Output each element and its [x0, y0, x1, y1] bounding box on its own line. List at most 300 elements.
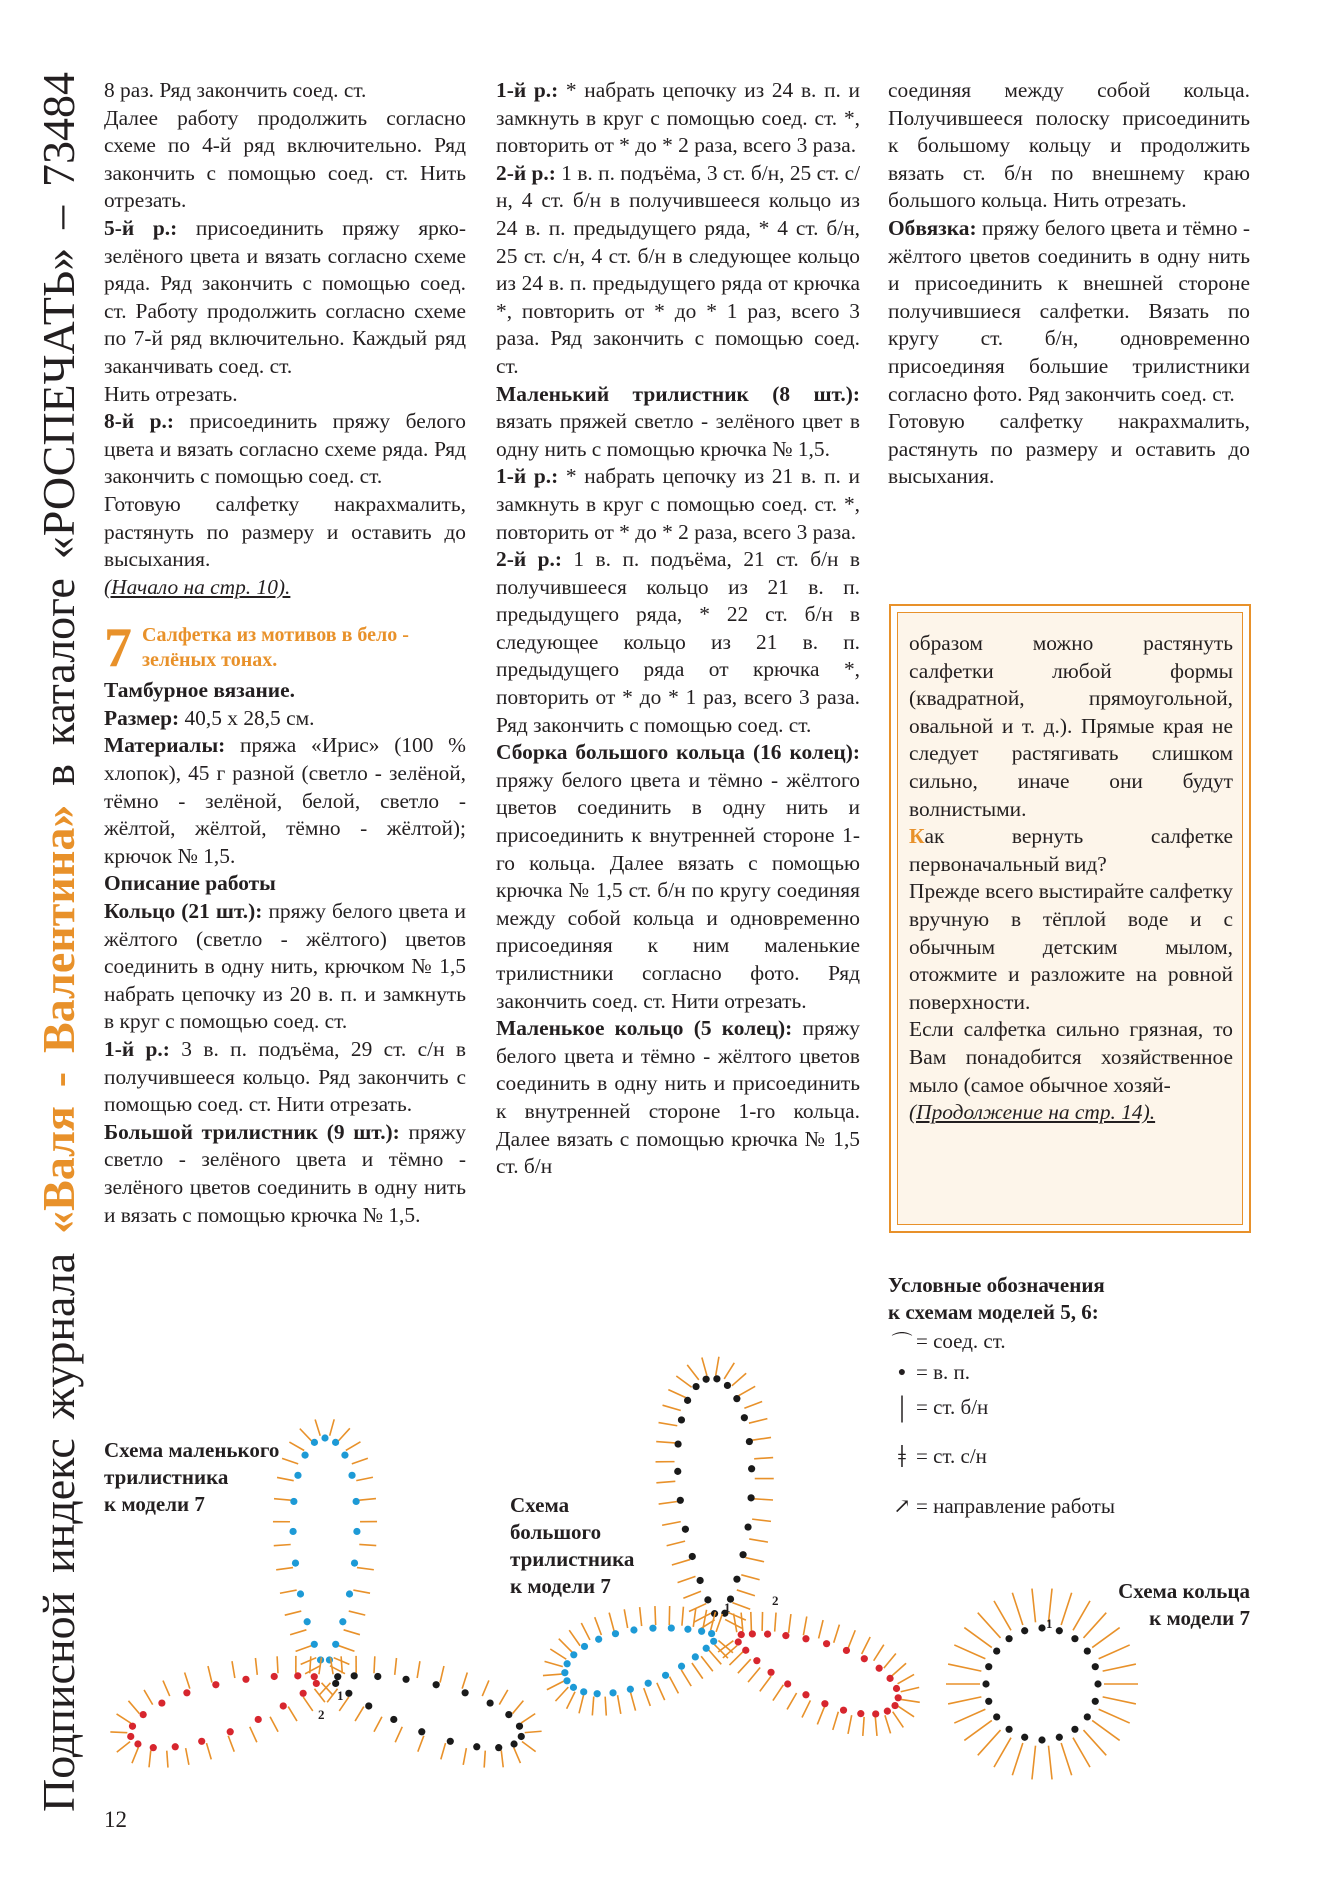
stitch-mark [752, 1437, 771, 1440]
stitch-mark [567, 1692, 575, 1709]
stitch-mark [1012, 1593, 1023, 1625]
stitch-mark [729, 1652, 743, 1665]
paragraph: Нить отрезать. [104, 381, 238, 406]
chain-dot [982, 1680, 989, 1687]
row-text: пряжу белого цвета и тёмно - жёлтого цветов соединить в одну нить и присоединить к внутренней стороне 1-го кольца. Далее вязать с помощью крючка № 1,5 ст. б/н [496, 1016, 860, 1179]
stitch-mark [296, 1646, 312, 1652]
materials-label: Материалы: [104, 733, 226, 758]
chain-dot [271, 1673, 278, 1680]
stitch-mark [948, 1664, 981, 1671]
chain-dot [462, 1689, 469, 1696]
chain-dot [782, 1632, 789, 1639]
chain-dot [351, 1560, 358, 1567]
row-text: присоединить пряжу ярко-зелёного цвета и вязать согласно схеме ряда. Ряд закончить с помощью соед. ст. Работу продолжить согласно схеме по 7-й ряд включительно. Каждый ряд заканчивать соед. ст. [104, 215, 467, 378]
stitch-mark [352, 1458, 368, 1464]
chain-dot [289, 1528, 296, 1535]
paragraph: Готовую салфетку накрахмалить, растянуть по размеру и оставить до высыхания. [888, 409, 1250, 489]
stitch-mark [1092, 1628, 1120, 1648]
stitch-mark [978, 1730, 1001, 1755]
chain-dot [332, 1680, 339, 1687]
legend-label: = в. п. [916, 1360, 970, 1384]
drop-letter: К [909, 824, 925, 849]
stitch-mark [644, 1688, 651, 1706]
stitch-mark [550, 1649, 566, 1659]
chain-dot [334, 1673, 341, 1680]
chain-dot [891, 1702, 898, 1709]
stitch-mark [725, 1619, 742, 1628]
chain-dot [134, 1740, 141, 1747]
row-label: Большой трилистник (9 шт.): [104, 1119, 400, 1144]
row-number-mark: 2 [772, 1593, 779, 1608]
stitch-mark [751, 1612, 752, 1631]
stitch-mark [901, 1699, 920, 1702]
continuation-link[interactable]: (Начало на стр. 10). [104, 574, 291, 599]
continuation-link[interactable]: (Продолжение на стр. 14). [909, 1100, 1156, 1125]
stitch-mark [669, 1677, 678, 1694]
stitch-mark [749, 1419, 767, 1424]
chain-dot [242, 1676, 249, 1683]
chain-dot [682, 1526, 689, 1533]
chain-dot [746, 1438, 753, 1445]
stitch-mark [834, 1625, 840, 1643]
chain-dot [802, 1691, 809, 1698]
stitch-mark [716, 1357, 719, 1376]
stitch-mark [250, 1727, 257, 1742]
stitch-mark [163, 1681, 170, 1697]
stitch-mark [110, 1732, 127, 1733]
caption-line: Схема маленького [104, 1438, 280, 1462]
chain-dot [300, 1690, 307, 1697]
chain-dot [662, 1672, 669, 1679]
chain-dot [150, 1744, 157, 1751]
stitch-mark [1061, 1743, 1072, 1775]
stitch-mark [355, 1707, 364, 1722]
chain-dot [742, 1647, 749, 1654]
stitch-mark [716, 1614, 722, 1632]
chain-dot [294, 1472, 301, 1479]
chain-dot [649, 1625, 656, 1632]
stitch-mark [1061, 1593, 1072, 1625]
technique-text: Тамбурное вязание. [104, 678, 295, 703]
chain-dot [212, 1681, 219, 1688]
stitch-mark [848, 1715, 852, 1734]
stitch-mark [356, 1477, 373, 1480]
stitch-mark [501, 1750, 503, 1767]
chain-dot [294, 1672, 301, 1679]
stitch-mark [892, 1663, 906, 1676]
stitch-mark [341, 1656, 342, 1673]
stitch-mark [1073, 1738, 1090, 1767]
stitch-mark [709, 1650, 722, 1664]
stitch-mark [964, 1720, 992, 1740]
chain-dot [1092, 1698, 1099, 1705]
legend-label: = ст. б/н [916, 1394, 989, 1419]
stitch-mark [395, 1727, 402, 1742]
stitch-mark [739, 1386, 756, 1395]
stitch-mark [521, 1714, 535, 1723]
stitch-mark [186, 1748, 189, 1765]
stitch-mark [346, 1442, 361, 1451]
small-trefoil-diagram [110, 1419, 541, 1767]
chain-dot [570, 1651, 577, 1658]
row-text: 1 в. п. подъёма, 3 ст. б/н, 25 ст. с/н, 4 ст. б/н в получившееся кольцо из 24 в. п. предыдущего ряда, * 4 ст. б/н, 25 ст. с/н, 4 ст. б/н в следующее кольцо из 24 в. п. предыдущего ряда от крючка *, повторить от * до * 1 раз, всего 3 раза. Ряд закончить с помощью соед. ст. [496, 160, 861, 378]
ring-diagram [946, 1589, 1138, 1780]
chain-dot [473, 1743, 480, 1750]
chain-dot [872, 1710, 879, 1717]
chain-dot [1056, 1734, 1063, 1741]
stitch-mark [300, 1429, 312, 1441]
chain-dot [985, 1698, 992, 1705]
chain-dot [140, 1711, 147, 1718]
stitch-mark [609, 1613, 614, 1631]
chain-dot [1092, 1663, 1099, 1670]
diagram-marks [318, 1593, 1053, 1722]
stitch-mark [277, 1656, 278, 1673]
stitch-mark [728, 1613, 745, 1621]
chain-dot [744, 1523, 751, 1530]
chain-dot [580, 1688, 587, 1695]
stitch-mark [185, 1672, 190, 1688]
stitch-mark [659, 1501, 678, 1504]
stitch-mark [128, 1701, 139, 1714]
stitch-mark [305, 1666, 320, 1674]
row-number-mark: 1 [724, 1600, 731, 1615]
chain-dot-icon: ● [897, 1364, 907, 1380]
caption-line: большого [510, 1520, 602, 1544]
chain-dot [1056, 1627, 1063, 1634]
double-crochet-icon: ǂ [898, 1437, 906, 1474]
chain-dot [993, 1647, 1000, 1654]
stitch-mark [228, 1736, 234, 1752]
chain-dot [1084, 1713, 1091, 1720]
chain-dot [630, 1626, 637, 1633]
chain-dot [840, 1707, 847, 1714]
chain-dot [784, 1680, 791, 1687]
stitch-mark [522, 1741, 536, 1751]
chain-dot [346, 1590, 353, 1597]
chain-dot [748, 1465, 755, 1472]
row-label: Маленькое кольцо (5 колец): [496, 1016, 793, 1041]
stitch-mark [754, 1499, 773, 1500]
row-number-mark: 1 [1046, 1616, 1053, 1631]
chain-dot [886, 1675, 893, 1682]
stitch-mark [640, 1607, 642, 1626]
stitch-mark [948, 1697, 981, 1704]
stitch-mark [543, 1674, 562, 1676]
stitch-mark [255, 1658, 257, 1675]
stitch-mark [657, 1683, 665, 1700]
caption-line: к модели 7 [104, 1492, 205, 1516]
stitch-mark [1103, 1664, 1136, 1671]
chain-dot [301, 1452, 308, 1459]
paragraph: Готовую салфетку накрахмалить, растянуть по размеру и оставить до высыхания. [104, 491, 466, 572]
stitch-mark [752, 1519, 771, 1521]
stitch-mark [724, 1363, 734, 1379]
stitch-mark [848, 1630, 855, 1648]
stitch-mark [683, 1591, 701, 1598]
chain-dot [689, 1553, 696, 1560]
stitch-mark [884, 1653, 896, 1668]
stitch-mark [395, 1658, 397, 1675]
chain-dot [594, 1690, 601, 1697]
chain-dot [627, 1686, 634, 1693]
stitch-mark [789, 1614, 791, 1633]
chain-dot [321, 1434, 328, 1441]
stitch-mark [545, 1661, 563, 1666]
stitch-mark [288, 1707, 297, 1722]
paragraph: Далее работу продолжить согласно схеме по 4-й ряд включительно. Ряд закончить с помощью соед. ст. Нить отрезать. [104, 105, 466, 213]
stitch-mark [885, 1715, 891, 1733]
chain-dot [570, 1684, 577, 1691]
stitch-mark [514, 1747, 521, 1763]
chain-dot [127, 1733, 134, 1740]
stitch-mark [1099, 1645, 1130, 1659]
chain-dot [183, 1689, 190, 1696]
chain-dot [739, 1551, 746, 1558]
chain-dot [561, 1669, 568, 1676]
stitch-mark [738, 1659, 751, 1673]
stitch-mark [338, 1646, 354, 1652]
chain-dot [351, 1672, 358, 1679]
slip-stitch-icon: ⌒ [891, 1330, 913, 1355]
chain-dot [348, 1472, 355, 1479]
chain-dot [645, 1680, 652, 1687]
row-label: Обвязка: [888, 215, 977, 240]
stitch-mark [1073, 1601, 1090, 1630]
chain-dot [895, 1694, 902, 1701]
chain-dot [708, 1630, 715, 1637]
stitch-mark [694, 1613, 711, 1622]
chain-dot [563, 1677, 570, 1684]
chain-dot [738, 1631, 745, 1638]
chain-dot [353, 1528, 360, 1535]
chain-dot [313, 1680, 320, 1687]
row-text: пряжу белого цвета и тёмно - жёлтого цветов соединить в одну нить и присоединить к внутренней стороне 1-го кольца. Далее вязать с помощью крючка № 1,5 ст. б/н по кругу соединяя между собой кольца и одновременно присоединяя к ним маленькие трилистники согласно фото. Ряд закончить соед. ст. Нити отрезать. [496, 767, 860, 1013]
stitch-mark [659, 1423, 678, 1426]
stitch-mark [349, 1611, 366, 1615]
stitch-mark [874, 1645, 884, 1661]
stitch-mark [482, 1680, 489, 1696]
row-text: 3 в. п. подъёма, 29 ст. с/н в получившееся кольцо. Ряд закончить с помощью соед. ст. Нити отрезать. [104, 1037, 466, 1117]
materials-value: пряжа «Ирис» (100 % хлопок), 45 г разной (светло - зелёной, тёмно - зелёной, белой, светло - жёлтой, жёлтой, тёмно - жёлтой); крючок № 1,5. [104, 733, 466, 868]
single-crochet-icon: | [898, 1390, 905, 1423]
chain-dot [1021, 1627, 1028, 1634]
caption-line: Схема кольца [1118, 1579, 1250, 1603]
row-label: 1-й р.: [104, 1037, 170, 1061]
stitch-mark [863, 1717, 864, 1736]
chain-dot [311, 1641, 318, 1648]
chain-dot [724, 1382, 731, 1389]
row-label: 1-й р.: [496, 464, 559, 489]
stitch-mark [353, 1590, 370, 1593]
chain-dot [753, 1657, 760, 1664]
stitch-mark [167, 1751, 168, 1768]
caption-line: Схема [510, 1493, 570, 1517]
stitch-mark [964, 1628, 992, 1648]
stitch-mark [701, 1656, 713, 1671]
stitch-mark [954, 1645, 985, 1659]
chain-dot [1094, 1680, 1101, 1687]
stitch-mark [662, 1522, 681, 1526]
chain-dot [255, 1716, 262, 1723]
chain-dot [595, 1636, 602, 1643]
row-text: пряжу светло - зелёного цвета и тёмно - зелёного цветов соединить в одну нить и вязать с помощью крючка № 1,5. [104, 1119, 466, 1227]
caption-line: трилистника [104, 1465, 229, 1489]
stitch-mark [441, 1743, 446, 1759]
chain-dot [564, 1660, 571, 1667]
row-label: 5-й р.: [104, 215, 178, 240]
stitch-mark [357, 1568, 374, 1570]
banner-part-1: Подписной индекс журнала [33, 1233, 84, 1812]
chain-dot [304, 1618, 311, 1625]
chain-dot [884, 1708, 891, 1715]
legend-label: = ст. с/н [916, 1443, 987, 1468]
chain-dot [353, 1498, 360, 1505]
stitch-mark [555, 1687, 568, 1701]
stitch-mark [280, 1590, 297, 1593]
size-value: 40,5 х 28,5 см. [179, 705, 315, 730]
chain-dot [332, 1439, 339, 1446]
stitch-mark [760, 1676, 771, 1691]
row-label: 2-й р.: [496, 547, 562, 572]
stitch-mark [1103, 1697, 1136, 1704]
stitch-mark [301, 1658, 317, 1665]
chain-dot [1084, 1647, 1091, 1654]
stitch-mark [1032, 1746, 1036, 1780]
stitch-mark [754, 1458, 773, 1459]
chain-dot [843, 1647, 850, 1654]
stitch-mark [1083, 1730, 1106, 1755]
row-text: присоединить пряжу белого цвета и вязать согласно схеме ряда. Ряд закончить с помощью соед. ст. [104, 409, 467, 489]
chain-dot [764, 1631, 771, 1638]
chain-dot [292, 1560, 299, 1567]
stitch-mark [901, 1687, 919, 1691]
legend-title-1: Условные обозначения [888, 1273, 1105, 1297]
stitch-mark [702, 1358, 707, 1376]
paragraph: Прежде всего выстирайте салфетку вручную в тёплой воде и с обычным детским мылом, отожмите и разложите на ровной поверхности. [909, 879, 1233, 1014]
stitch-mark [484, 1751, 485, 1768]
stitch-mark [875, 1717, 877, 1736]
stitch-mark [289, 1442, 304, 1450]
chain-dot [311, 1439, 318, 1446]
chain-dot [418, 1728, 425, 1735]
paragraph: Если салфетка сильно грязная, то Вам понадобится хозяйственное мыло (самое обычное хозяй- [909, 1017, 1233, 1097]
stitch-mark [417, 1661, 420, 1678]
stitch-mark [773, 1685, 783, 1701]
chain-dot [893, 1685, 900, 1692]
stitch-mark [749, 1539, 768, 1542]
chain-dot [505, 1711, 512, 1718]
stitch-mark [499, 1690, 507, 1705]
stitch-mark [418, 1736, 424, 1752]
stitch-mark [274, 1544, 291, 1545]
stitch-mark [741, 1575, 759, 1580]
chain-dot [821, 1700, 828, 1707]
stitch-mark [303, 1697, 313, 1711]
caption-line: к модели 7 [1149, 1606, 1250, 1630]
chain-dot [747, 1494, 754, 1501]
chain-dot [1071, 1726, 1078, 1733]
chain-dot [735, 1638, 742, 1645]
chain-dot [227, 1728, 234, 1735]
stitch-mark [559, 1639, 572, 1653]
paragraph: образом можно растянуть салфетки любой формы (квадратной, прямоугольной, овальной и т. д.). Прямые края не следует растягивать слишком сильно, иначе они будут волнистыми. [909, 631, 1233, 821]
stitch-mark [581, 1623, 590, 1640]
paragraph: 8 раз. Ряд закончить соед. ст. [104, 78, 367, 102]
row-text: * набрать цепочку из 24 в. п. и замкнуть в круг с помощью соед. ст. *, повторить от * до * 2 раза, всего 3 раза. [496, 78, 861, 158]
chain-dot [985, 1663, 992, 1670]
chain-dot [339, 1618, 346, 1625]
row-text: пряжу белого цвета и тёмно - жёлтого цветов соединить в одну нить и присоединить к внешней стороне получившиеся салфетки. Вязать по кругу ст. б/н, одновременно присоединяя большие трилистники согласно фото. Ряд закончить соед. ст. [888, 215, 1250, 406]
stitch-mark [817, 1707, 824, 1725]
chain-dot [733, 1576, 740, 1583]
stitch-mark [374, 1717, 382, 1732]
chain-dot [678, 1416, 685, 1423]
chain-dot [1038, 1736, 1045, 1743]
legend-label: = направление работы [916, 1493, 1115, 1518]
stitch-mark [319, 1683, 331, 1696]
stitch-mark [1048, 1746, 1052, 1780]
stitch-mark [732, 1603, 750, 1610]
stitch-mark [692, 1663, 703, 1679]
caption-line: трилистника [510, 1547, 635, 1571]
stitch-mark [746, 1558, 765, 1562]
stitch-mark [208, 1666, 212, 1683]
stitch-mark [290, 1630, 306, 1635]
stitch-mark [898, 1706, 914, 1717]
stitch-mark [359, 1499, 376, 1501]
row-label: 2-й р.: [496, 160, 556, 185]
stitch-mark [862, 1637, 871, 1654]
chain-dot [612, 1630, 619, 1637]
chain-dot [1005, 1635, 1012, 1642]
stitch-mark [802, 1700, 810, 1717]
chain-dot [692, 1383, 699, 1390]
stitch-mark [663, 1405, 681, 1410]
row-label: 1-й р.: [496, 78, 559, 102]
stitch-mark [144, 1690, 153, 1705]
chain-dot [713, 1375, 720, 1382]
stitch-mark [787, 1693, 797, 1709]
chain-dot [802, 1635, 809, 1642]
stitch-mark [744, 1401, 762, 1408]
row-text: пряжу белого цвета и жёлтого (светло - жёлтого) цветов соединить в одну нить, крючком № 1,5 набрать цепочку из 20 в. п. и замкнуть в круг с помощью соед. ст. [104, 899, 467, 1034]
stitch-mark [117, 1714, 131, 1723]
stitch-mark [315, 1419, 320, 1435]
stitch-mark [374, 1656, 375, 1673]
stitch-mark [344, 1630, 360, 1635]
chain-dot [684, 1626, 691, 1633]
chain-dot [345, 1690, 352, 1697]
row-text: 1 в. п. подъёма, 21 ст. б/н в получившееся кольцо из 21 в. п. предыдущего ряда, * 22 ст. б/н в следующее кольцо из 21 в. п. предыдущего ряда от крючка *, повторить от * до * 1 раз, всего 3 раза. Ряд закончить с помощью соед. ст. [496, 547, 861, 737]
row-number-mark: 1 [337, 1688, 344, 1703]
stitch-mark [277, 1477, 294, 1480]
chain-dot [297, 1590, 304, 1597]
chain-dot [374, 1673, 381, 1680]
stitch-mark [994, 1601, 1011, 1630]
chain-dot [198, 1738, 205, 1745]
chain-dot [1071, 1635, 1078, 1642]
chain-dot [1038, 1624, 1045, 1631]
stitch-mark [595, 1617, 602, 1635]
stitch-mark [732, 1373, 746, 1386]
stitch-mark [440, 1666, 444, 1683]
stitch-mark [592, 1697, 593, 1716]
chain-dot [290, 1498, 297, 1505]
chain-dot [129, 1723, 136, 1730]
row-label: 8-й р.: [104, 409, 175, 434]
paragraph: соединяя между собой кольца. Получившееся полоску присоединить к большому кольцу и продолжить вязать ст. б/н по внешнему краю большого кольца. Нить отрезать. [888, 78, 1250, 213]
